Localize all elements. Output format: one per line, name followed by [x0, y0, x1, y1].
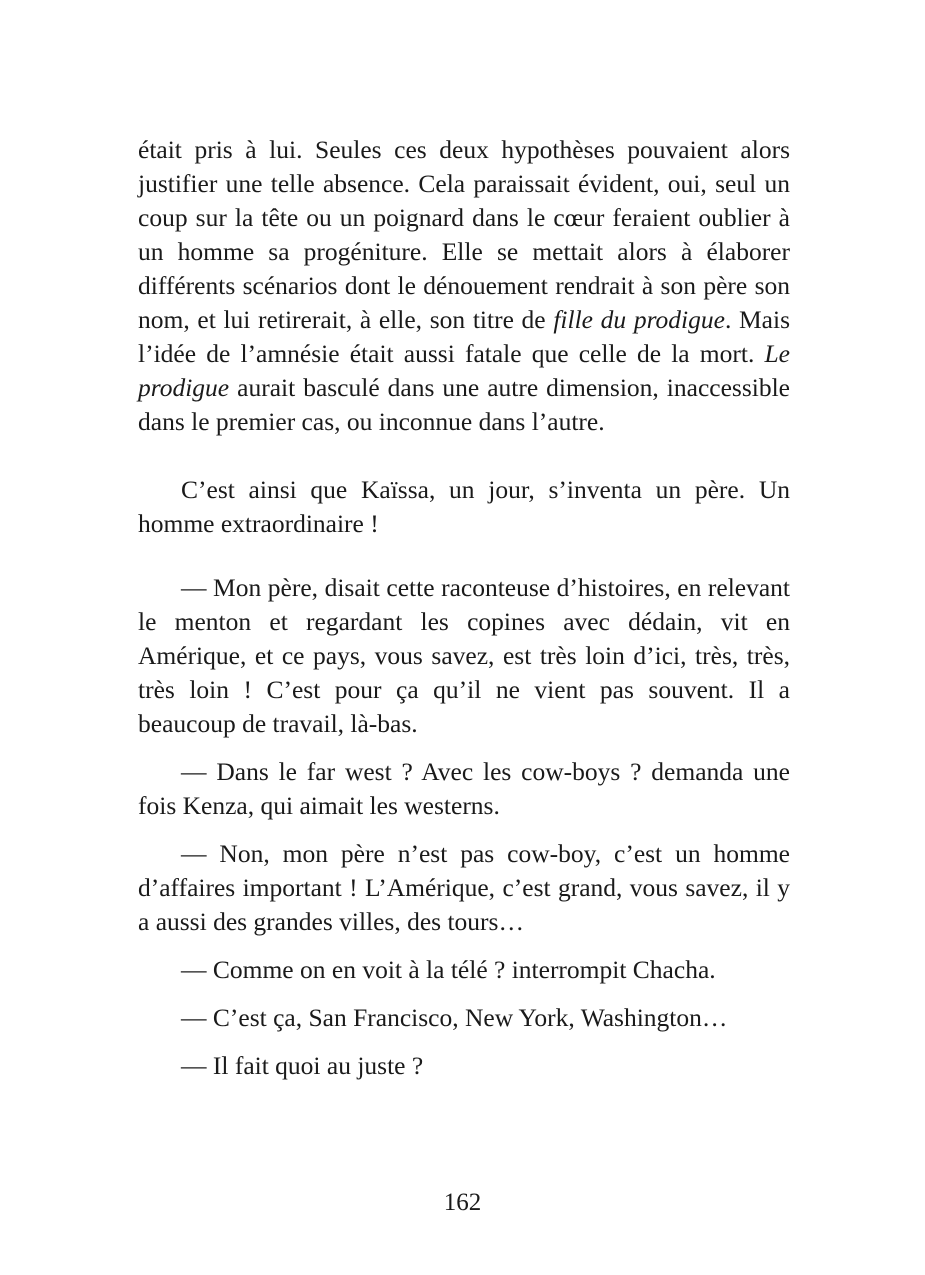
dialogue-text: — C’est ça, San Francisco, New York, Washington…: [181, 1003, 728, 1032]
dialogue-mon-pere: [138, 571, 790, 741]
dialogue-text: — Comme on en voit à la télé ? interrompit Chacha.: [181, 955, 716, 984]
paragraph-kaissa-invents-father: [138, 473, 790, 541]
dialogue-villes: [138, 1001, 790, 1035]
paragraph-text: était pris à lui. Seules ces deux hypothèses pouvaient alors justifier une telle absence. Cela paraissait évident, oui, seul un coup sur la tête ou un poignard dans le cœur feraient oublier à un homme sa progéniture. Elle se mettait alors à élaborer différents scénarios dont le dénouement rendrait à son père son nom, et lui retirerait, à elle, son titre de: [138, 135, 790, 334]
dialogue-text: — Dans le far west ? Avec les cow-boys ? demanda une fois Kenza, qui aimait les westerns.: [138, 757, 790, 820]
dialogue-homme-affaires: [138, 837, 790, 939]
dialogue-text: — Mon père, disait cette raconteuse d’histoires, en relevant le menton et regardant les copines avec dédain, vit en Amérique, et ce pays, vous savez, est très loin d’ici, très, très, très loin ! C’est pour ça qu’il ne vient pas souvent. Il a beaucoup de travail, là-bas.: [138, 573, 790, 738]
paragraph-hypotheses: [138, 133, 790, 439]
italic-text-fille-du-prodigue: fille du prodigue: [553, 305, 725, 334]
dialogue-tele: [138, 953, 790, 987]
dialogue-quoi-au-juste: [138, 1049, 790, 1083]
book-page-body: [138, 133, 790, 1083]
paragraph-text: C’est ainsi que Kaïssa, un jour, s’inventa un père. Un homme extraordinaire !: [138, 475, 790, 538]
dialogue-text: — Il fait quoi au juste ?: [181, 1051, 424, 1080]
paragraph-text: aurait basculé dans une autre dimension, inaccessible dans le premier cas, ou inconnue dans l’autre.: [138, 373, 790, 436]
italic-text-le-prodigue: Le prodigue: [138, 339, 790, 402]
paragraph-text: . Mais l’idée de l’amnésie était aussi fatale que celle de la mort.: [138, 305, 791, 368]
dialogue-text: — Non, mon père n’est pas cow-boy, c’est un homme d’affaires important ! L’Amérique, c’est grand, vous savez, il y a aussi des grandes villes, des tours…: [138, 839, 790, 936]
dialogue-far-west: [138, 755, 790, 823]
page-number: 162: [443, 1189, 482, 1216]
